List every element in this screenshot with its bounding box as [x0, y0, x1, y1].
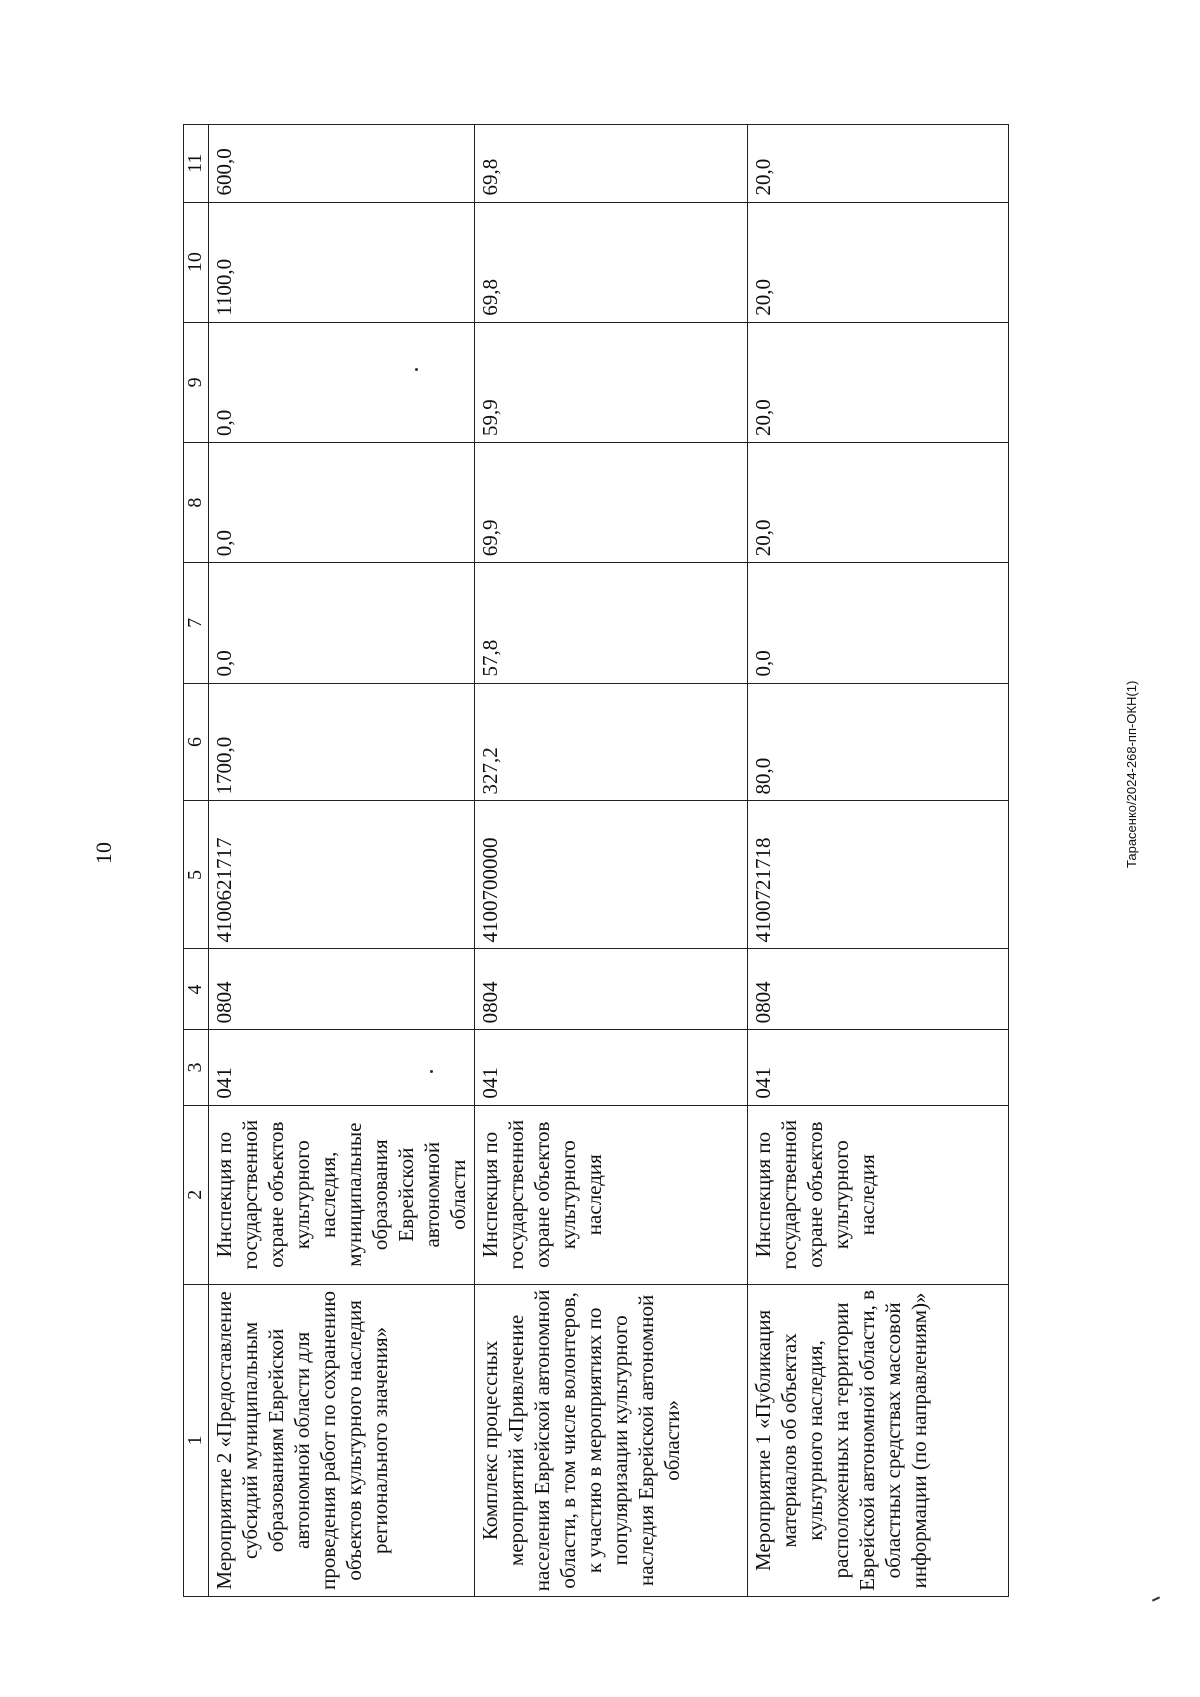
document-footer-code: Тарасенко/2024-268-пп-ОКН(1) — [1124, 680, 1139, 868]
header-cell: 10 — [184, 202, 209, 322]
value-cell-11: 69,8 — [474, 125, 748, 203]
table-header-row — [184, 125, 209, 1597]
header-cell: 8 — [184, 443, 209, 563]
value-cell-9: 0,0 — [209, 322, 475, 442]
section-code-cell: 0804 — [474, 949, 748, 1030]
budget-table-rotated — [183, 124, 1009, 1597]
table-row — [474, 125, 748, 1597]
value-cell-10: 69,8 — [474, 202, 748, 322]
grbs-code-cell: 041 — [748, 1030, 1009, 1105]
value-cell-10: 20,0 — [748, 202, 1009, 322]
target-article-cell: 4100700000 — [474, 801, 748, 949]
value-cell-9: 59,9 — [474, 322, 748, 442]
executor-cell: Инспекция по государственной охране объектов культурного наследия, муниципальные образования Еврейской автономной области — [209, 1105, 475, 1284]
value-cell-8: 0,0 — [209, 443, 475, 563]
value-cell-11: 20,0 — [748, 125, 1009, 203]
value-cell-7: 0,0 — [209, 563, 475, 683]
value-cell-6: 80,0 — [748, 683, 1009, 801]
activity-name-cell: Мероприятие 2 «Предоставление субсидий муниципальным образованиям Еврейской автономной области для проведения работ по сохранению объектов культурного наследия регионального значения» — [209, 1284, 475, 1596]
value-cell-10: 1100,0 — [209, 202, 475, 322]
section-code-cell: 0804 — [748, 949, 1009, 1030]
header-cell: 2 — [184, 1105, 209, 1284]
header-cell: 1 — [184, 1284, 209, 1596]
header-cell: 5 — [184, 801, 209, 949]
value-cell-11: 600,0 — [209, 125, 475, 203]
executor-cell: Инспекция по государственной охране объектов культурного наследия — [748, 1105, 1009, 1284]
value-cell-9: 20,0 — [748, 322, 1009, 442]
header-cell: 11 — [184, 125, 209, 203]
header-cell: 3 — [184, 1030, 209, 1105]
value-cell-7: 0,0 — [748, 563, 1009, 683]
page-number: 10 — [91, 842, 116, 864]
table-row — [209, 125, 475, 1597]
executor-cell: Инспекция по государственной охране объектов культурного наследия — [474, 1105, 748, 1284]
value-cell-8: 69,9 — [474, 443, 748, 563]
scan-mark — [1152, 1596, 1160, 1601]
activity-name-cell: Комплекс процессных мероприятий «Привлечение населения Еврейской автономной области, в том числе волонтеров, к участию в мероприятиях по популяризации культурного наследия Еврейской автономной области» — [474, 1284, 748, 1596]
header-cell: 9 — [184, 322, 209, 442]
budget-table — [183, 124, 1009, 1597]
value-cell-6: 1700,0 — [209, 683, 475, 801]
target-article-cell: 4100621717 — [209, 801, 475, 949]
activity-name-cell: Мероприятие 1 «Публикация материалов об объектах культурного наследия, расположенных на территории Еврейской автономной области, в областных средствах массовой информации (по направлениям)» — [748, 1284, 1009, 1596]
header-cell: 7 — [184, 563, 209, 683]
target-article-cell: 4100721718 — [748, 801, 1009, 949]
header-cell: 4 — [184, 949, 209, 1030]
scan-speck — [430, 1070, 433, 1073]
table-row — [748, 125, 1009, 1597]
section-code-cell: 0804 — [209, 949, 475, 1030]
scan-speck — [415, 368, 418, 371]
header-cell: 6 — [184, 683, 209, 801]
grbs-code-cell: 041 — [209, 1030, 475, 1105]
value-cell-6: 327,2 — [474, 683, 748, 801]
grbs-code-cell: 041 — [474, 1030, 748, 1105]
value-cell-8: 20,0 — [748, 443, 1009, 563]
value-cell-7: 57,8 — [474, 563, 748, 683]
